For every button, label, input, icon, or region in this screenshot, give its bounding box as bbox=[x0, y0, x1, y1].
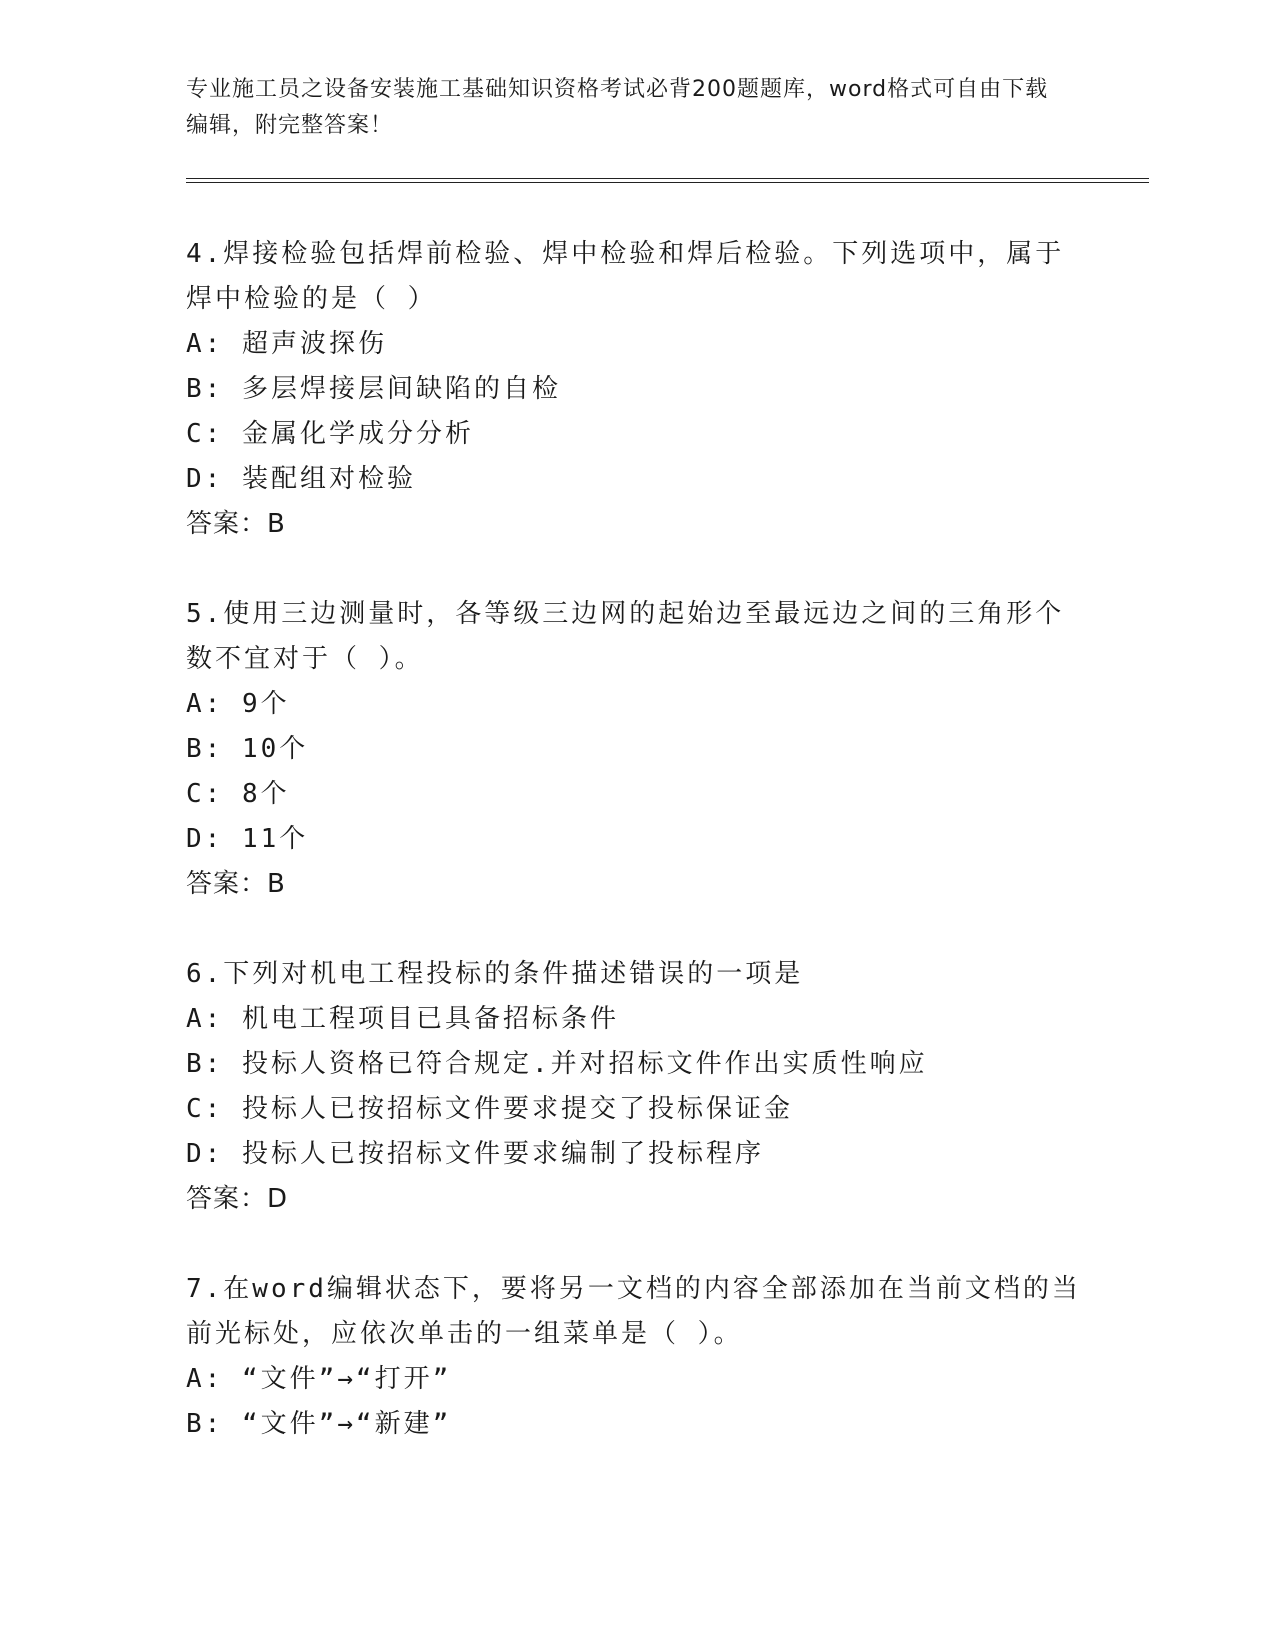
answer-label: 答案：D bbox=[186, 1184, 289, 1214]
option-a: A: 超声波探伤 bbox=[186, 329, 387, 359]
question-stem: 7.在word编辑状态下，要将另一文档的内容全部添加在当前文档的当前光标处，应依次单击的一组菜单是（ ）。 bbox=[186, 1274, 1081, 1349]
option-b: B: 投标人资格已符合规定.并对招标文件作出实质性响应 bbox=[186, 1049, 928, 1079]
question-7 bbox=[186, 1267, 1086, 1447]
question-stem: 6.下列对机电工程投标的条件描述错误的一项是 bbox=[186, 959, 804, 989]
option-c: C: 8个 bbox=[186, 779, 290, 809]
option-b: B: “文件”→“新建” bbox=[186, 1409, 452, 1439]
option-d: D: 投标人已按招标文件要求编制了投标程序 bbox=[186, 1139, 764, 1169]
question-stem: 5.使用三边测量时，各等级三边网的起始边至最远边之间的三角形个数不宜对于（ ）。 bbox=[186, 599, 1065, 674]
option-c: C: 金属化学成分分析 bbox=[186, 419, 474, 449]
option-d: D: 11个 bbox=[186, 824, 309, 854]
answer-label: 答案：B bbox=[186, 869, 286, 899]
option-a: A: 机电工程项目已具备招标条件 bbox=[186, 1004, 619, 1034]
option-c: C: 投标人已按招标文件要求提交了投标保证金 bbox=[186, 1094, 793, 1124]
option-d: D: 装配组对检验 bbox=[186, 464, 416, 494]
header-divider-bottom bbox=[186, 182, 1149, 183]
option-a: A: 9个 bbox=[186, 689, 290, 719]
option-b: B: 多层焊接层间缺陷的自检 bbox=[186, 374, 561, 404]
option-b: B: 10个 bbox=[186, 734, 309, 764]
option-a: A: “文件”→“打开” bbox=[186, 1364, 452, 1394]
question-stem: 4.焊接检验包括焊前检验、焊中检验和焊后检验。下列选项中，属于焊中检验的是（ ） bbox=[186, 239, 1065, 314]
question-5 bbox=[186, 592, 1086, 907]
header-divider-top bbox=[186, 178, 1149, 179]
answer-label: 答案：B bbox=[186, 509, 286, 539]
question-4 bbox=[186, 232, 1086, 547]
document-header: 专业施工员之设备安装施工基础知识资格考试必背200题题库，word格式可自由下载编辑，附完整答案！ bbox=[186, 77, 1049, 138]
question-list bbox=[186, 232, 1086, 1492]
question-6 bbox=[186, 952, 1086, 1222]
